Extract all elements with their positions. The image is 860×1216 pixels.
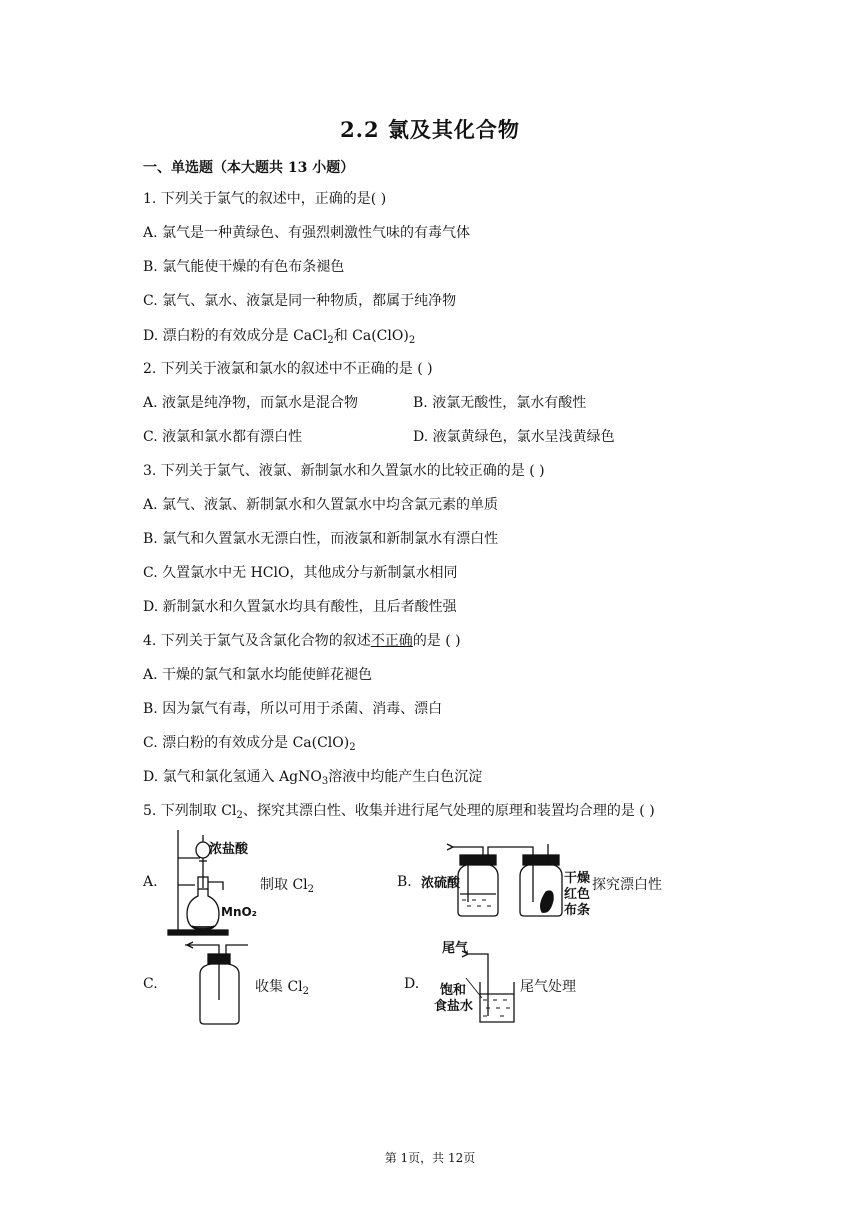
q4-stem: 4. 下列关于氯气及含氯化合物的叙述不正确的是 ( ) [143,633,461,649]
q3-option-c: C. 久置氯水中无 HClO，其他成分与新制氯水相同 [143,565,458,581]
q5-option-b-letter: B. [397,874,412,890]
q3-option-a: A. 氯气、液氯、新制氯水和久置氯水中均含氯元素的单质 [143,497,499,513]
fig-d-label-liquid-2: 食盐水 [434,999,474,1014]
q4-option-c: C. 漂白粉的有效成分是 $Ca(ClO)_2$ [143,735,356,753]
fig-b-label-right-2: 红色 [564,887,591,902]
q5-stem: 5. 下列制取 $Cl_2$、探究其漂白性、收集并进行尾气处理的原理和装置均合理的是 ( ) [143,803,655,821]
q5-option-c-label: 收集 $Cl_2$ [255,979,310,997]
q1-option-d: D. 漂白粉的有效成分是 CaCl$_2$和 $Ca(ClO)_2$ [143,328,416,346]
fig-b-label-right-1: 干燥 [564,871,591,886]
fig-b-label-right-3: 布条 [564,903,591,918]
page-title: 2.2 氯及其化合物 [340,117,520,142]
page-footer: 第 1页，共 12页 [384,1151,476,1165]
q3-stem: 3. 下列关于氯气、液氯、新制氯水和久置氯水的比较正确的是 ( ) [143,463,545,479]
q3-option-b: B. 氯气和久置氯水无漂白性，而液氯和新制氯水有漂白性 [143,531,499,547]
q5-option-a-letter: A. [143,874,158,890]
section-heading: 一、单选题（本大题共 13 小题） [143,160,355,176]
q5-option-d-label: 尾气处理 [520,979,576,995]
fig-a-reagent-top: 浓盐酸 [209,842,249,857]
q1-stem: 1. 下列关于氯气的叙述中，正确的是( ) [143,191,387,207]
fig-b-label-left: 浓硫酸 [421,876,461,891]
q3-option-d: D. 新制氯水和久置氯水均具有酸性，且后者酸性强 [143,599,457,615]
q2-option-d: D. 液氯黄绿色，氯水呈浅黄绿色 [413,429,615,445]
q2-option-b: B. 液氯无酸性，氯水有酸性 [413,395,587,411]
apparatus-d-figure [428,938,523,1026]
apparatus-c-figure [180,938,255,1028]
q1-option-a: A. 氯气是一种黄绿色、有强烈刺激性气味的有毒气体 [143,225,471,241]
apparatus-b-figure [418,842,593,922]
q5-option-b-label: 探究漂白性 [592,877,662,893]
q4-option-d: D. 氯气和氯化氢通入 AgNO$_3$溶液中均能产生白色沉淀 [143,769,483,787]
q1-option-b: B. 氯气能使干燥的有色布条褪色 [143,259,345,275]
fig-d-label-liquid-1: 饱和 [440,983,467,998]
apparatus-a-figure [165,826,265,938]
q5-option-d-letter: D. [404,976,420,992]
q4-option-a: A. 干燥的氯气和氯水均能使鲜花褪色 [143,667,373,683]
q2-option-c: C. 液氯和氯水都有漂白性 [143,429,303,445]
q1-option-c: C. 氯气、氯水、液氯是同一种物质，都属于纯净物 [143,293,457,309]
q2-stem: 2. 下列关于液氯和氯水的叙述中不正确的是 ( ) [143,361,433,377]
fig-d-label-gas: 尾气 [442,941,469,956]
q5-option-c-letter: C. [143,976,158,992]
q5-option-a-label: 制取 $Cl_2$ [260,877,315,895]
q4-option-b: B. 因为氯气有毒，所以可用于杀菌、消毒、漂白 [143,701,443,717]
fig-a-reagent-bottom: MnO₂ [221,905,257,919]
q2-option-a: A. 液氯是纯净物，而氯水是混合物 [143,395,359,411]
